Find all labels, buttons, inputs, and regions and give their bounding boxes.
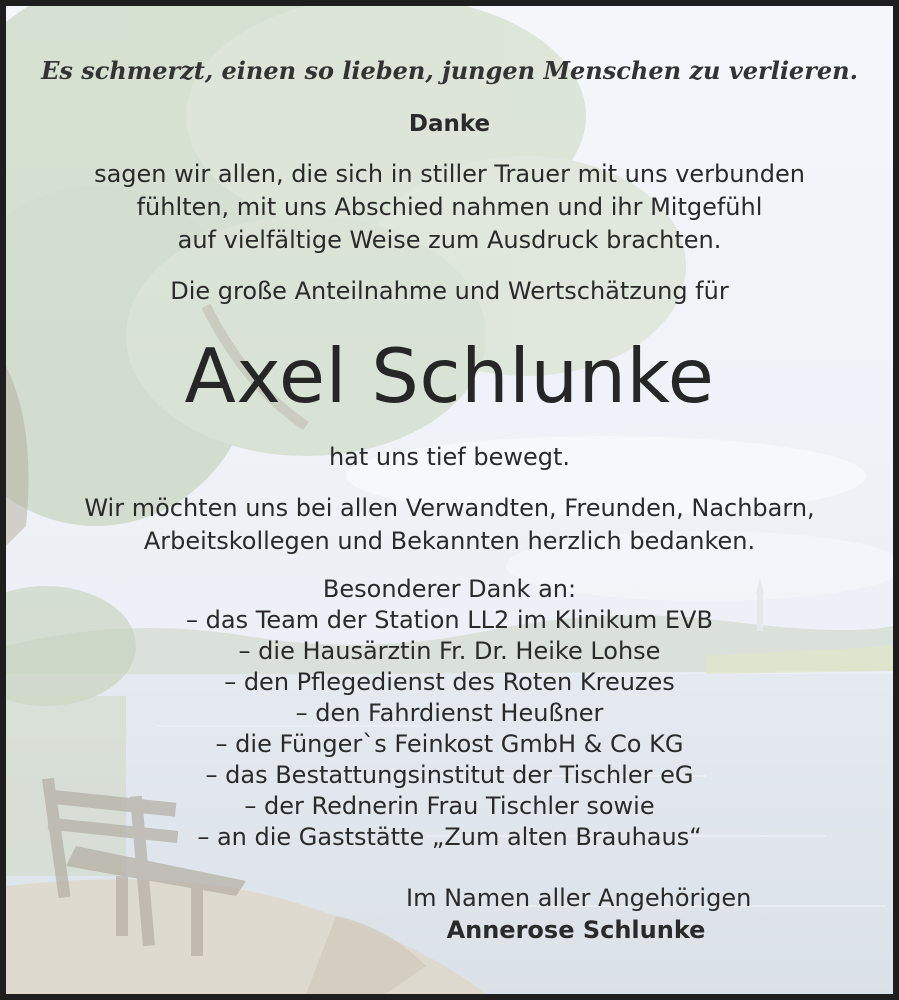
heading-danke: Danke [408,111,491,137]
paragraph-line: Wir möchten uns bei allen Verwandten, Freunden, Nachbarn, [84,494,815,522]
sympathy-intro: Die große Anteilnahme und Wertschätzung für [170,277,729,305]
special-thanks-title: Besonderer Dank an: [322,575,577,603]
moved-line: hat uns tief bewegt. [328,443,571,471]
signature: Annerose Schlunke [446,916,706,944]
special-thanks-list [6,574,893,853]
list-item: – der Rednerin Frau Tischler sowie [244,792,655,820]
list-item: – den Pflegedienst des Roten Kreuzes [224,668,675,696]
opening-line: Es schmerzt, einen so lieben, jungen Menschen zu verlieren. [41,56,858,85]
list-item: – das Bestattungsinstitut der Tischler eG [205,761,694,789]
paragraph-line: auf vielfältige Weise zum Ausdruck brachten. [177,226,722,254]
list-item: – den Fahrdienst Heußner [295,699,604,727]
paragraph-line: Arbeitskollegen und Bekannten herzlich bedanken. [143,527,756,555]
paragraph-line: fühlten, mit uns Abschied nahmen und ihr Mitgefühl [136,193,763,221]
list-item: – das Team der Station LL2 im Klinikum EVB [186,606,713,634]
deceased-name: Axel Schlunke [184,332,715,420]
closing-block [406,882,752,946]
list-item: – die Hausärztin Fr. Dr. Heike Lohse [238,637,661,665]
gratitude-paragraph [6,492,893,558]
thanks-paragraph [6,158,893,257]
paragraph-line: sagen wir allen, die sich in stiller Trauer mit uns verbunden [94,160,805,188]
closing-line: Im Namen aller Angehörigen [406,884,752,912]
list-item: – an die Gaststätte „Zum alten Brauhaus“ [197,823,702,851]
list-item: – die Fünger`s Feinkost GmbH & Co KG [215,730,684,758]
